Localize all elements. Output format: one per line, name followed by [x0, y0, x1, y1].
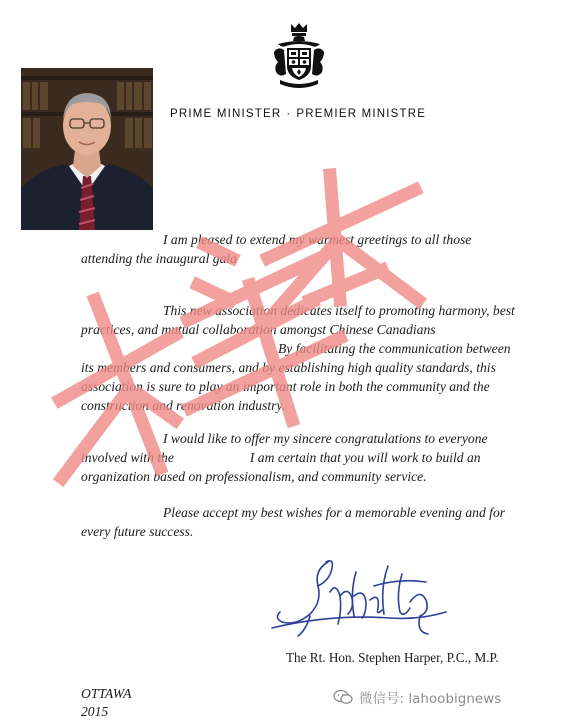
office-heading: [170, 108, 426, 120]
p2-line-2: practices, and mutual collaboration amongst Chinese Canadians: [81, 322, 436, 337]
letter-year: 2015: [81, 704, 109, 719]
p4-line-2: every future success.: [81, 524, 194, 539]
office-title-en: PRIME MINISTER: [170, 108, 282, 120]
wechat-icon: [333, 689, 353, 705]
p2-line-5: association is sure to play an important role in both the community and the: [81, 379, 490, 394]
city-name: OTTAWA: [81, 686, 132, 701]
letter-paragraph-3: [81, 429, 521, 486]
letter-paragraph-2: [81, 301, 521, 415]
office-title-fr: PREMIER MINISTRE: [296, 108, 427, 120]
p3-line-2b: I am certain that you will work to build an: [249, 450, 481, 465]
p3-line-3: organization based on professionalism, and community service.: [81, 469, 427, 484]
p2-line-6: construction and renovation industry.: [81, 398, 286, 413]
letter-paragraph-1: [81, 230, 521, 268]
p2-line-4: its members and consumers, and by establishing high quality standards, this: [81, 360, 496, 375]
signer-name: The Rt. Hon. Stephen Harper, P.C., M.P.: [286, 650, 499, 665]
p2-line-3: By facilitating the communication between: [278, 341, 511, 356]
p2-line-1: This new association dedicates itself to promoting harmony, best: [163, 303, 515, 318]
office-title-separator: ·: [286, 108, 292, 120]
coat-of-arms-icon: [272, 22, 326, 90]
p4-line-1: Please accept my best wishes for a memorable evening and for: [163, 505, 506, 520]
wechat-id-badge: [333, 687, 501, 707]
letter-paragraph-4: [81, 503, 521, 541]
portrait-photo: [21, 68, 153, 230]
handwritten-signature: [270, 552, 460, 644]
p3-line-1: I would like to offer my sincere congratulations to everyone: [163, 431, 488, 446]
p3-line-2a: involved with the: [81, 450, 174, 465]
p1-line-2: attending the inaugural gala: [81, 251, 237, 266]
p1-line-1: I am pleased to extend my warmest greetings to all those: [163, 232, 472, 247]
location-block: [81, 685, 131, 721]
wechat-id-text: 微信号: lahoobignews: [359, 691, 502, 707]
